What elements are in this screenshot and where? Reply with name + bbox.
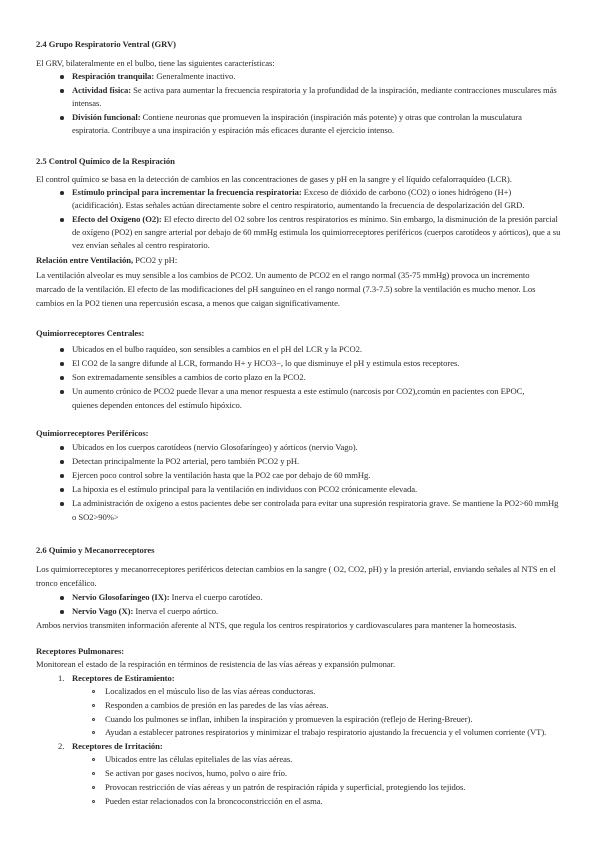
central-item-2: El CO2 de la sangre difunde al LCR, formando H+ y HCO3−, lo que disminuye el pH y estimula estos receptores. (72, 358, 460, 368)
central-item-4-cont: quienes dependen entonces del estímulo hipóxico. (72, 400, 242, 410)
bullet-dot (60, 191, 64, 195)
peripheral-item-2: Detectan principalmente la PO2 arterial, pero también PCO2 y pH. (72, 456, 300, 466)
irritant-item-2: Se activan por gases nocivos, humo, polvo o aire frío. (105, 768, 288, 778)
pulmonary-title: Receptores Pulmonares: (36, 646, 125, 656)
peripheral-item-1: Ubicados en los cuerpos carotídeos (nervio Glosofaríngeo) y aórticos (nervio Vago). (72, 442, 358, 452)
sub-bullet-circle (92, 786, 95, 789)
stretch-receptors-label: Receptores de Estiramiento: (72, 673, 175, 683)
section-2-6-intro-1: Los quimiorreceptores y mecanorreceptores periféricos detectan cambios en la sangre ( O2, CO2, pH) y la presión arterial, enviando señales al NTS en el (36, 564, 556, 574)
section-2-6-intro-2: tronco encefálico. (36, 578, 97, 588)
sub-bullet-circle (92, 800, 95, 803)
stretch-item-3: Cuando los pulmones se inflan, inhiben la inspiración y promueven la espiración (reflejo de Hering-Breuer). (105, 714, 473, 724)
s25-item-2-cont-2: vez envían señales al centro respiratorio. (72, 240, 210, 250)
peripheral-item-5: La administración de oxígeno a estos pacientes debe ser controlada para evitar una supresión respiratoria grave. Se mantiene la PO2>60 mmHg (72, 498, 559, 508)
s24-item-3-cont: espiratoria. Contribuye a una inspiración y espiración más eficaces durante el ejercicio intenso. (72, 125, 395, 135)
irritant-item-3: Provocan restricción de vías aéreas y un patrón de respiración rápida y superficial, protegiendo los tejidos. (105, 782, 466, 792)
irritant-item-4: Pueden estar relacionados con la broncoconstricción en el asma. (105, 796, 323, 806)
central-title: Quimiorreceptores Centrales: (36, 328, 145, 338)
s24-item-2-cont: intensas. (72, 98, 102, 108)
peripheral-item-5-cont: o SO2>90%> (72, 512, 119, 522)
relation-line-2: marcado de la ventilación. El efecto de las modificaciones del pH sanguíneo en el rango normal (7.3-7.5) sobre la ventilación es mucho menor. Los (36, 284, 536, 294)
sub-bullet-circle (92, 772, 95, 775)
s24-item-1: Respiración tranquila: Generalmente inactivo. (72, 71, 236, 81)
s24-item-2: Actividad física: Se activa para aumentar la frecuencia respiratoria y la profundidad de la inspiración, mediante contracciones musculares más (72, 85, 557, 95)
irritant-receptors-label: Receptores de Irritación: (72, 741, 163, 751)
pulmonary-intro: Monitorean el estado de la respiración en términos de resistencia de las vías aéreas y expansión pulmonar. (36, 659, 396, 669)
section-2-6-after: Ambos nervios transmiten información aferente al NTS, que regula los centros respiratorios y cardiovasculares para mantener la homeostasis. (36, 620, 517, 630)
bullet-dot (60, 474, 64, 478)
bullet-dot (60, 610, 64, 614)
section-2-5-intro: El control químico se basa en la detección de cambios en las concentraciones de gases y pH en la sangre y el líquido cefalorraquídeo (LCR). (36, 174, 512, 184)
s24-item-3: División funcional: Contiene neuronas que promueven la inspiración (inspiración más potente) y otras que controlan la musculatura (72, 112, 522, 122)
central-item-4: Un aumento crónico de PCO2 puede llevar a una menor respuesta a este estímulo (narcosis por CO2),común en pacientes con EPOC, (72, 386, 525, 396)
list-number: 1. (58, 673, 65, 683)
relation-line-3: cambios en la PO2 tienen una repercusión escasa, a menos que caigan significativamente. (36, 298, 340, 308)
bullet-dot (60, 362, 64, 366)
s25-item-1-cont: (acidificación). Estas señales actúan directamente sobre el centro respiratorio, aumentando la frecuencia de despolarización del GRD. (72, 200, 525, 210)
section-2-6-title: 2.6 Quimio y Mecanorreceptores (36, 545, 155, 555)
bullet-dot (60, 502, 64, 506)
sub-bullet-circle (92, 731, 95, 734)
sub-bullet-circle (92, 718, 95, 721)
list-number: 2. (58, 741, 65, 751)
bullet-dot (60, 348, 64, 352)
central-item-3: Son extremadamente sensibles a cambios de corto plazo en la PCO2. (72, 372, 306, 382)
s26-item-1: Nervio Glosofaríngeo (IX): Inerva el cuerpo carotídeo. (72, 592, 263, 602)
relation-line-1: La ventilación alveolar es muy sensible a los cambios de PCO2. Un aumento de PCO2 en el rango normal (35-75 mmHg) provoca un incremento (36, 270, 530, 280)
relation-heading: Relación entre Ventilación, PCO2 y pH: (36, 255, 178, 265)
central-item-1: Ubicados en el bulbo raquídeo, son sensibles a cambios en el pH del LCR y la PCO2. (72, 344, 362, 354)
bullet-dot (60, 596, 64, 600)
irritant-item-1: Ubicados entre las células epiteliales de las vías aéreas. (105, 754, 293, 764)
bullet-dot (60, 390, 64, 394)
section-2-4-intro: El GRV, bilateralmente en el bulbo, tiene las siguientes características: (36, 58, 275, 68)
bullet-dot (60, 446, 64, 450)
stretch-item-1: Localizados en el músculo liso de las vías aéreas conductoras. (105, 686, 316, 696)
stretch-item-4: Ayudan a establecer patrones respiratorios y minimizar el trabajo respiratorio ajustando la frecuencia y el volumen corriente (VT). (105, 727, 547, 737)
bullet-dot (60, 75, 64, 79)
s25-item-2: Efecto del Oxígeno (O2): El efecto directo del O2 sobre los centros respiratorios es mínimo. Sin embargo, la disminución de la presión parcial (72, 214, 558, 224)
bullet-dot (60, 218, 64, 222)
peripheral-item-3: Ejercen poco control sobre la ventilación hasta que la PO2 cae por debajo de 60 mmHg. (72, 470, 371, 480)
sub-bullet-circle (92, 690, 95, 693)
section-2-4-title: 2.4 Grupo Respiratorio Ventral (GRV) (36, 39, 176, 49)
sub-bullet-circle (92, 758, 95, 761)
section-2-5-title: 2.5 Control Químico de la Respiración (36, 156, 175, 166)
s25-item-2-cont-1: de oxígeno (PO2) en sangre arterial por debajo de 60 mmHg estimula los quimiorreceptores periféricos (cuerpos carotídeos y aórticos), que a su (72, 227, 561, 237)
bullet-dot (60, 376, 64, 380)
bullet-dot (60, 460, 64, 464)
stretch-item-2: Responden a cambios de presión en las paredes de las vías aéreas. (105, 700, 329, 710)
peripheral-item-4: La hipoxia es el estímulo principal para la ventilación en individuos con PCO2 crónicamente elevada. (72, 484, 418, 494)
s26-item-2: Nervio Vago (X): Inerva el cuerpo aórtico. (72, 606, 219, 616)
peripheral-title: Quimiorreceptores Periféricos: (36, 428, 149, 438)
bullet-dot (60, 89, 64, 93)
bullet-dot (60, 488, 64, 492)
s25-item-1: Estímulo principal para incrementar la frecuencia respiratoria: Exceso de dióxido de carbono (CO2) o iones hidrógeno (H+) (72, 187, 512, 197)
sub-bullet-circle (92, 704, 95, 707)
bullet-dot (60, 116, 64, 120)
